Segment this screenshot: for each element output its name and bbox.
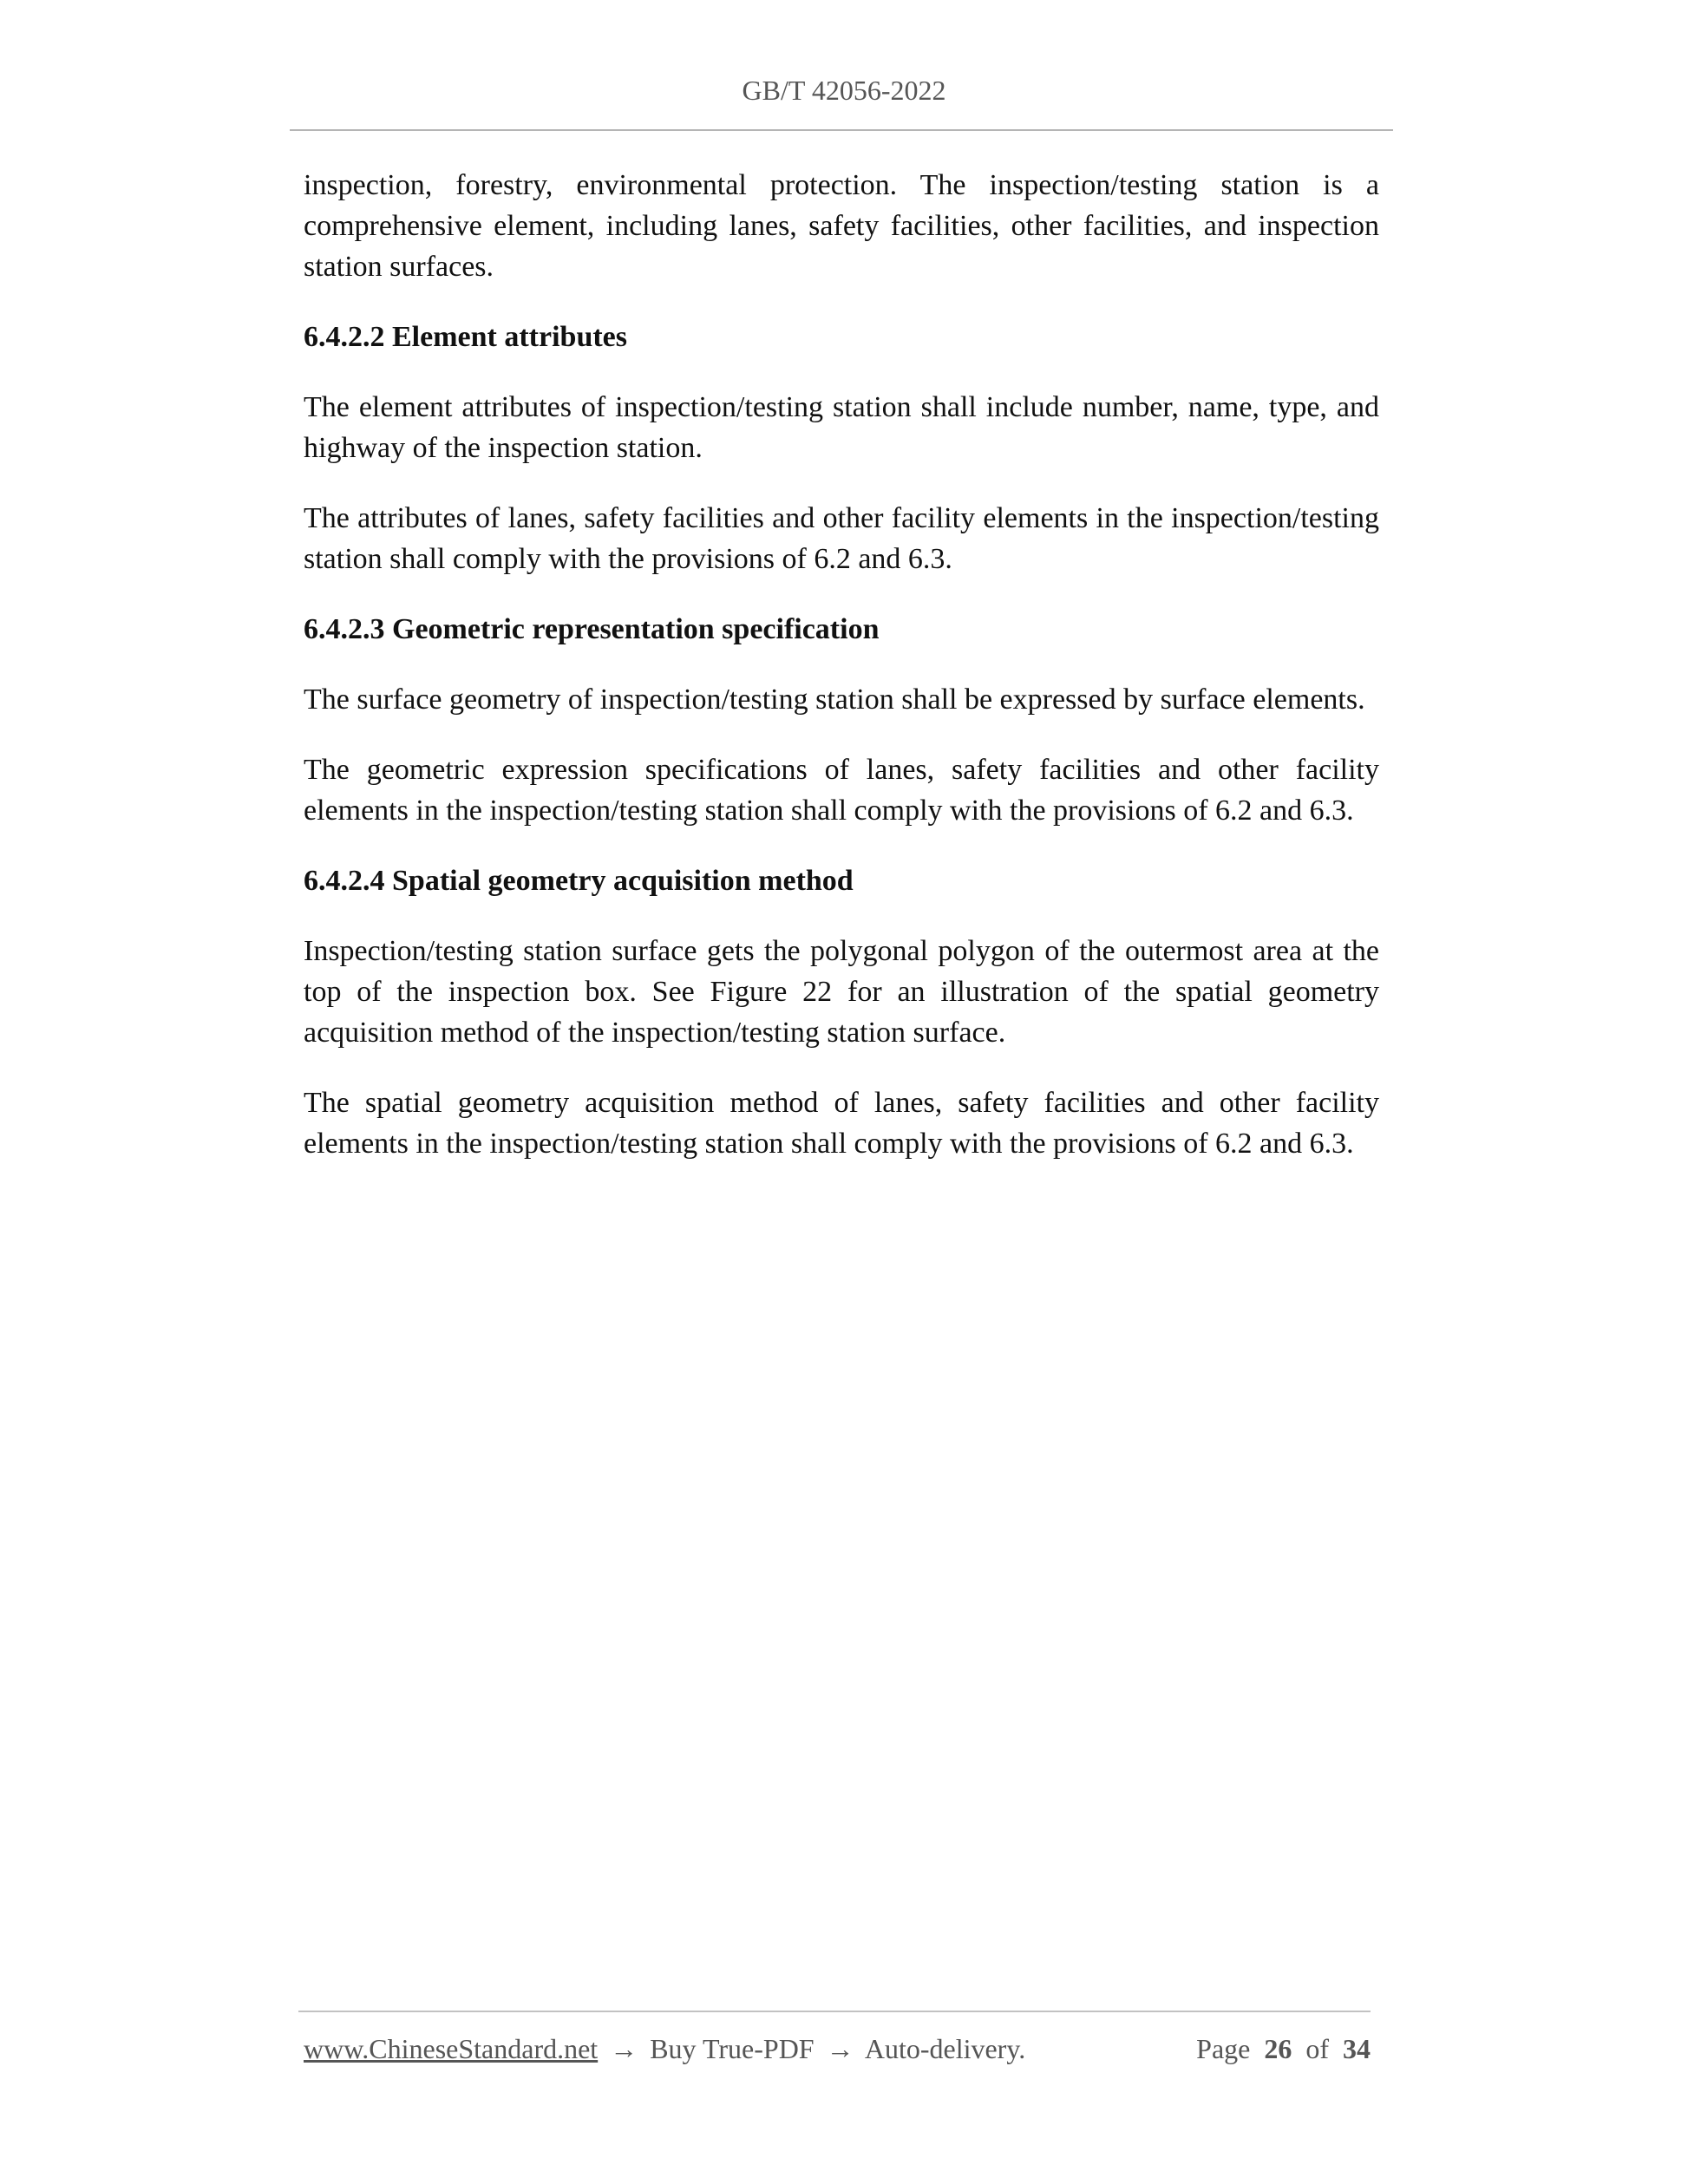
section-heading: 6.4.2.3 Geometric representation specification (304, 613, 880, 645)
buy-pdf-text: Buy True-PDF (650, 2033, 815, 2064)
page-counter (1196, 2030, 1371, 2068)
footer-divider (298, 2011, 1371, 2012)
footer-promo (304, 2030, 1025, 2068)
paragraph: Inspection/testing station surface gets the polygonal polygon of the outermost area at the top of the inspection box. See Figure 22 for an illustration of the spatial geometry acquisition method of the inspection/testing station surface. (304, 935, 1379, 1049)
auto-delivery-text: Auto-delivery. (864, 2033, 1026, 2064)
right-arrow-icon: → (610, 2033, 638, 2064)
paragraph: The spatial geometry acquisition method of lanes, safety facilities and other facility elements in the inspection/testing station shall comply with the provisions of 6.2 and 6.3. (304, 1087, 1379, 1160)
page-footer (304, 2030, 1371, 2068)
section-heading: 6.4.2.2 Element attributes (304, 321, 628, 353)
paragraph: The attributes of lanes, safety facilities and other facility elements in the inspection/testing station shall comply with the provisions of 6.2 and 6.3. (304, 502, 1379, 575)
page-header-title: GB/T 42056-2022 (742, 75, 946, 106)
section-element-attributes (304, 317, 1379, 579)
section-geometric-representation (304, 609, 1379, 831)
intro-paragraph: inspection, forestry, environmental protection. The inspection/testing station is a comprehensive element, including lanes, safety facilities, other facilities, and inspection station surfaces. (304, 169, 1379, 283)
section-spatial-acquisition (304, 860, 1379, 1164)
paragraph: The element attributes of inspection/testing station shall include number, name, type, and highway of the inspection station. (304, 391, 1379, 464)
total-pages-number: 34 (1343, 2033, 1371, 2064)
current-page-number: 26 (1264, 2033, 1292, 2064)
website-link[interactable]: www.ChineseStandard.net (304, 2033, 599, 2064)
header-divider (290, 129, 1393, 131)
page-of-label: of (1305, 2033, 1329, 2064)
paragraph: The surface geometry of inspection/testing station shall be expressed by surface elements. (304, 683, 1365, 716)
document-body (304, 165, 1379, 1193)
paragraph: The geometric expression specifications of lanes, safety facilities and other facility elements in the inspection/testing station shall comply with the provisions of 6.2 and 6.3. (304, 754, 1379, 827)
page-label: Page (1196, 2033, 1251, 2064)
right-arrow-icon: → (826, 2033, 854, 2064)
section-heading: 6.4.2.4 Spatial geometry acquisition method (304, 865, 854, 897)
